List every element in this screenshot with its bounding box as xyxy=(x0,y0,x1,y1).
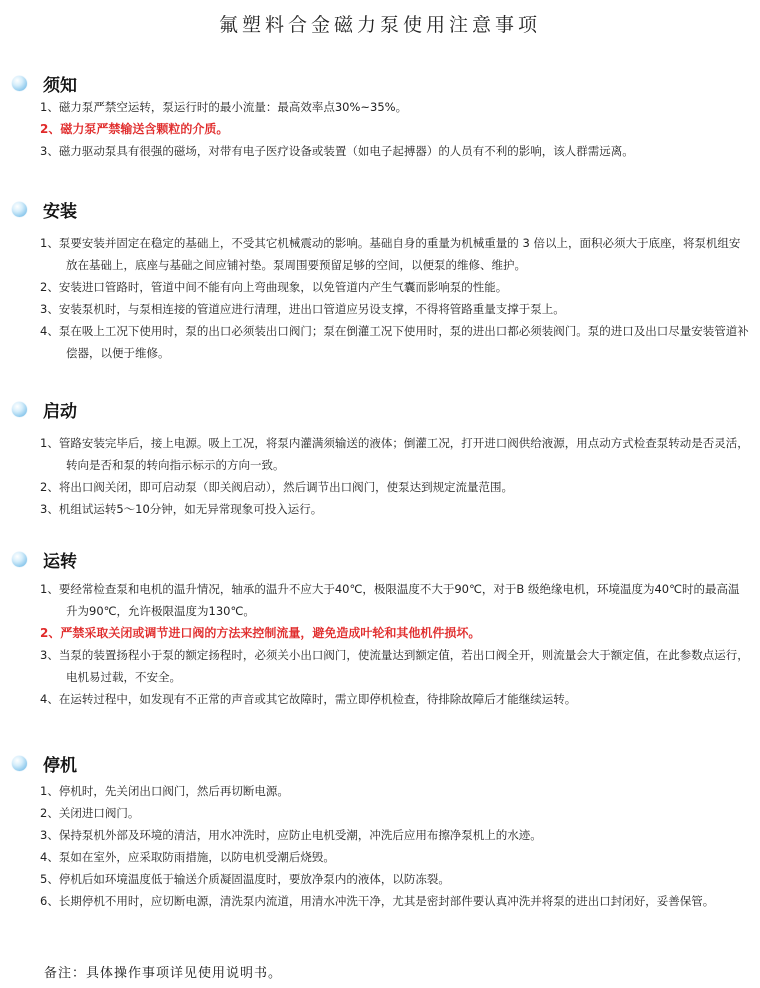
list-item: 4、在运转过程中，如发现有不正常的声音或其它故障时，需立即停机检查，待排除故障后才能继续运转。 xyxy=(40,692,577,706)
list-item: 4、泵如在室外，应采取防雨措施，以防电机受潮后烧毁。 xyxy=(40,850,335,864)
document-title: 氟塑料合金磁力泵使用注意事项 xyxy=(218,14,541,36)
list-item: 3、保持泵机外部及环境的清洁，用水冲洗时，应防止电机受潮，冲洗后应用布擦净泵机上的水迹。 xyxy=(40,828,542,842)
list-item: 1、泵要安装并固定在稳定的基础上，不受其它机械震动的影响。基础自身的重量为机械重量的 3 倍以上，面积必须大于底座，将泵机组安放在基础上，底座与基础之间应铺衬垫。泵周围要预留足够的空间，以便泵的维修、维护。 xyxy=(40,236,741,272)
section-header xyxy=(0,398,760,426)
list-item: 3、当泵的装置扬程小于泵的额定扬程时，必须关小出口阀门，使流量达到额定值，若出口阀全开，则流量会大于额定值，在此参数点运行，电机易过载，不安全。 xyxy=(40,648,749,684)
list-item: 1、磁力泵严禁空运转，泵运行时的最小流量：最高效率点30%~35%。 xyxy=(40,100,408,114)
section-items xyxy=(0,578,760,710)
bubble-bullet-icon xyxy=(12,552,27,567)
footer-note: 备注：具体操作事项详见使用说明书。 xyxy=(44,966,283,981)
section-header xyxy=(0,752,760,780)
list-item: 5、停机后如环境温度低于输送介质凝固温度时，要放净泵内的液体，以防冻裂。 xyxy=(40,872,450,886)
list-item: 6、长期停机不用时，应切断电源，清洗泵内流道，用清水冲洗干净，尤其是密封部件要认真冲洗并将泵的进出口封闭好，妥善保管。 xyxy=(40,894,715,908)
list-item: 2、关闭进口阀门。 xyxy=(40,806,140,820)
section xyxy=(0,198,760,226)
section-items xyxy=(0,232,760,364)
section-title: 停机 xyxy=(43,756,77,776)
list-item: 1、要经常检查泵和电机的温升情况，轴承的温升不应大于40℃，极限温度不大于90℃，对于B 级绝缘电机，环境温度为40℃时的最高温升为90℃，允许极限温度为130℃。 xyxy=(40,582,740,618)
bubble-bullet-icon xyxy=(12,756,27,771)
section-title: 启动 xyxy=(43,402,77,422)
section-title: 安装 xyxy=(43,202,77,222)
section-title: 运转 xyxy=(43,552,77,572)
list-item: 2、严禁采取关闭或调节进口阀的方法来控制流量，避免造成叶轮和其他机件损坏。 xyxy=(40,626,481,640)
section-header xyxy=(0,548,760,576)
list-item: 2、将出口阀关闭，即可启动泵（即关阀启动），然后调节出口阀门，使泵达到规定流量范围。 xyxy=(40,480,514,494)
bubble-bullet-icon xyxy=(12,76,27,91)
section-title: 须知 xyxy=(43,76,77,96)
section-items xyxy=(0,432,760,520)
section xyxy=(0,548,760,576)
list-item: 4、泵在吸上工况下使用时，泵的出口必须装出口阀门；泵在倒灌工况下使用时，泵的进出口都必须装阀门。泵的进口及出口尽量安装管道补偿器，以便于维修。 xyxy=(40,324,749,360)
list-item: 3、机组试运转5～10分钟，如无异常现象可投入运行。 xyxy=(40,502,323,516)
list-item: 3、磁力驱动泵具有很强的磁场，对带有电子医疗设备或装置（如电子起搏器）的人员有不利的影响，该人群需远离。 xyxy=(40,144,634,158)
section xyxy=(0,752,760,780)
list-item: 2、磁力泵严禁输送含颗粒的介质。 xyxy=(40,122,229,136)
section-header xyxy=(0,198,760,226)
list-item: 3、安装泵机时，与泵相连接的管道应进行清理，进出口管道应另设支撑，不得将管路重量支撑于泵上。 xyxy=(40,302,565,316)
section-items xyxy=(0,96,760,162)
list-item: 2、安装进口管路时，管道中间不能有向上弯曲现象，以免管道内产生气囊而影响泵的性能。 xyxy=(40,280,508,294)
bubble-bullet-icon xyxy=(12,402,27,417)
section-items xyxy=(0,780,760,912)
list-item: 1、管路安装完毕后，接上电源。吸上工况，将泵内灌满须输送的液体；倒灌工况，打开进口阀供给液源，用点动方式检查泵转动是否灵活，转向是否和泵的转向指示标示的方向一致。 xyxy=(40,436,749,472)
bubble-bullet-icon xyxy=(12,202,27,217)
section xyxy=(0,398,760,426)
list-item: 1、停机时，先关闭出口阀门，然后再切断电源。 xyxy=(40,784,289,798)
